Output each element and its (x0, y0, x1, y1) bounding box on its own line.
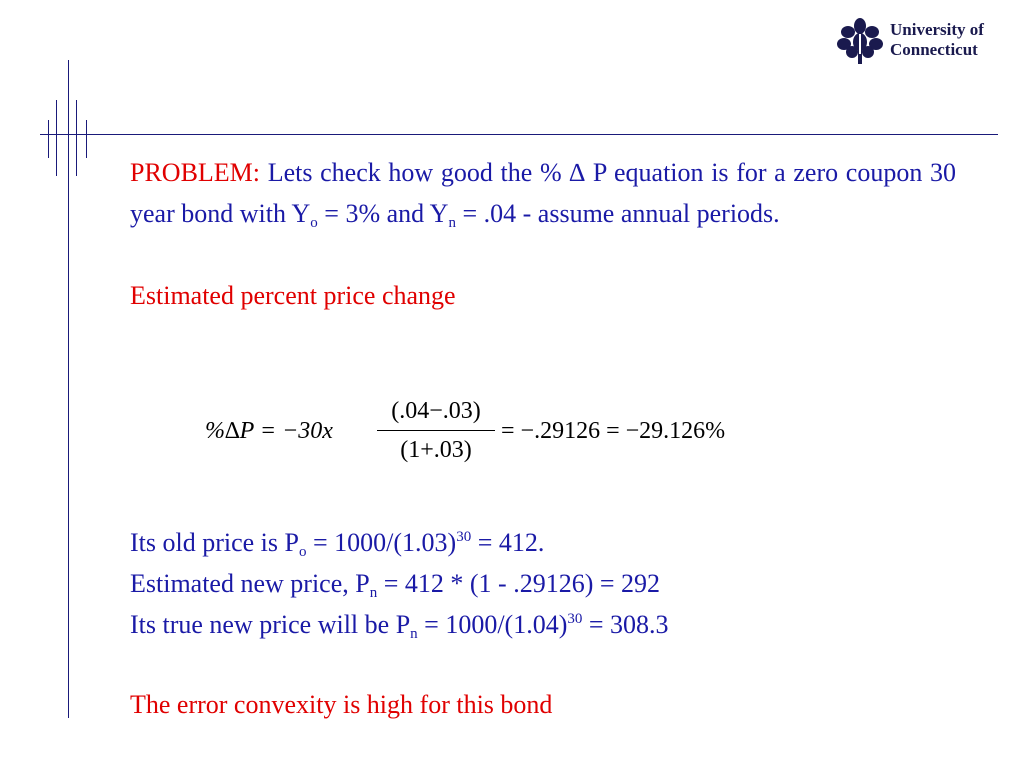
true-price-formula: = 1000/(1.04) (417, 610, 568, 639)
true-price-subscript: n (410, 626, 418, 642)
equation-numerator: (.04−.03) (391, 398, 481, 424)
spacer (130, 234, 956, 275)
logo-line-1: University of (890, 20, 984, 39)
old-price-line (130, 522, 956, 563)
estimate-heading: Estimated percent price change (130, 281, 456, 310)
estimated-price-formula: = 412 * (1 - .29126) = 292 (377, 569, 661, 598)
price-change-equation (205, 396, 805, 470)
true-price-value: = 308.3 (582, 610, 669, 639)
logo-wordmark (890, 20, 984, 60)
equation-fraction (377, 396, 495, 465)
yield-old-subscript: o (310, 215, 318, 231)
problem-section (130, 152, 956, 316)
logo-line-2: Connecticut (890, 40, 978, 59)
horizontal-rule (40, 134, 998, 135)
equation-denominator: (1+.03) (400, 437, 472, 463)
old-price-text: Its old price is P (130, 528, 299, 557)
vertical-rule-main (68, 60, 69, 718)
estimated-price-text: Estimated new price, P (130, 569, 370, 598)
problem-text-1: Lets check how good the % ∆ P equation is for a zero coupon 30 year bond with Y (130, 158, 956, 228)
equation-left-side: %∆P = −30x (205, 418, 333, 444)
vertical-rule-short-4 (86, 120, 87, 158)
results-section (130, 522, 956, 645)
problem-text-2: = 3% and Y (317, 199, 449, 228)
old-price-value: = 412. (471, 528, 545, 557)
vertical-rule-short-2 (56, 100, 57, 176)
true-price-line (130, 604, 956, 645)
problem-label: PROBLEM: (130, 158, 261, 187)
old-price-formula: = 1000/(1.03) (306, 528, 457, 557)
problem-paragraph (130, 152, 956, 234)
vertical-rule-short-3 (76, 100, 77, 176)
true-price-text: Its true new price will be P (130, 610, 411, 639)
university-logo (834, 16, 1004, 68)
equation-right-side: = −.29126 = −29.126% (501, 418, 726, 444)
oak-leaf-seal-icon (834, 16, 886, 68)
yield-new-subscript: n (448, 215, 456, 231)
vertical-rule-short-1 (48, 120, 49, 158)
estimated-price-line (130, 563, 956, 604)
closing-statement: The error convexity is high for this bond (130, 690, 553, 719)
problem-text-3: = .04 - assume annual periods. (455, 199, 780, 228)
estimated-price-subscript: n (369, 585, 378, 601)
fraction-bar (377, 430, 495, 431)
old-price-exponent: 30 (456, 529, 472, 545)
old-price-subscript: o (299, 544, 307, 560)
true-price-exponent: 30 (567, 611, 583, 627)
